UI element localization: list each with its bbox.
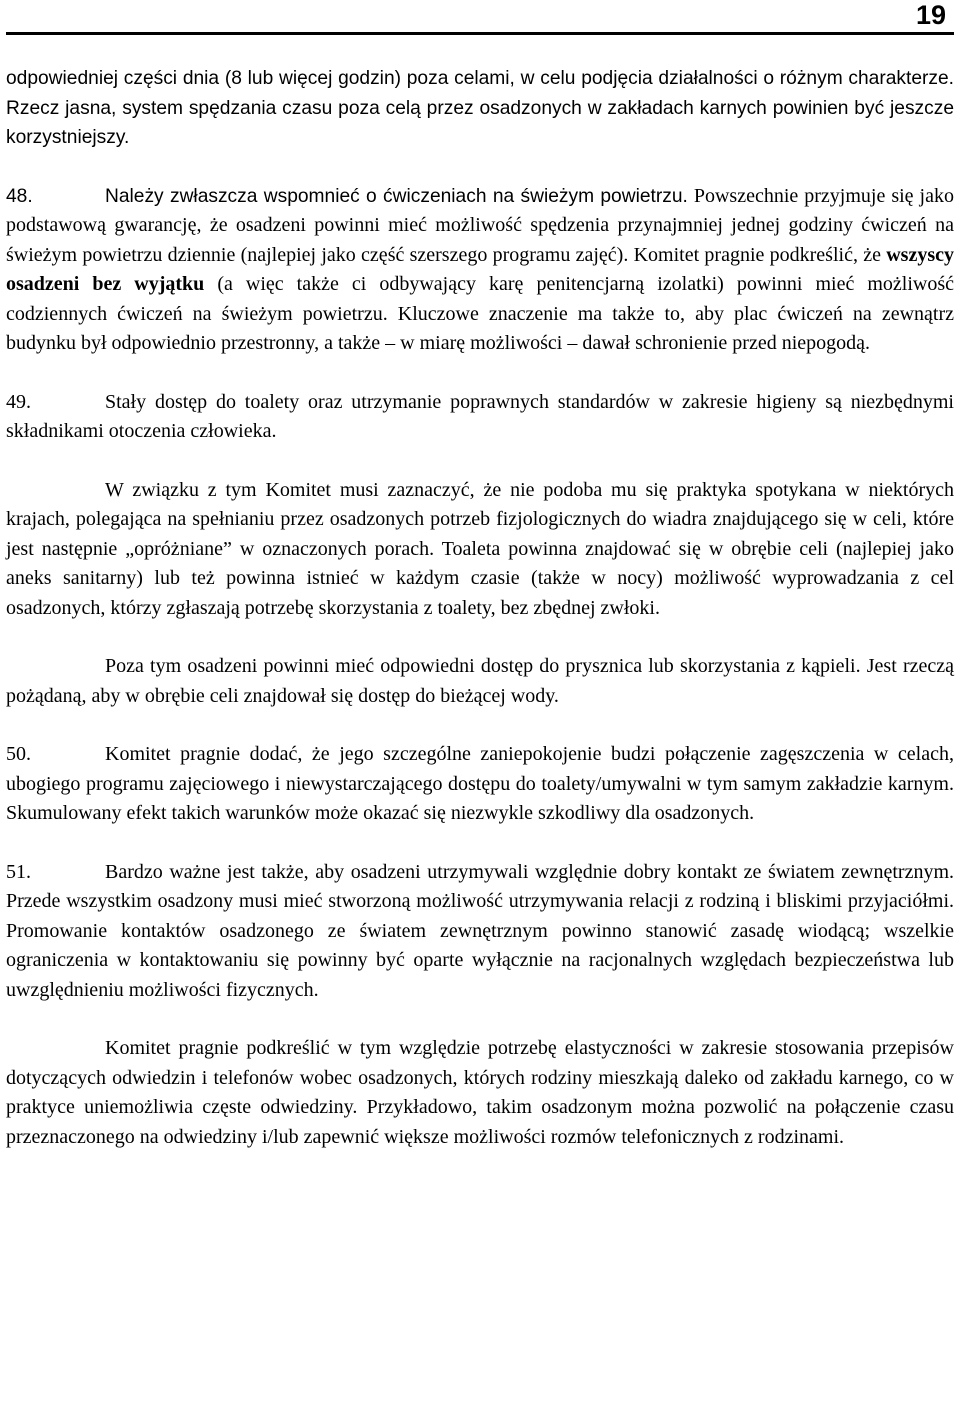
paragraph-48-text-1: Powszechnie przyjmuje się jako podstawową gwarancję, że osadzeni powinni mieć możliwość spędzenia przynajmniej jednej godziny ćwiczeń na świeżym powietrzu dziennie (najlepiej jako część szerszego programu zajęć). Komitet pragnie podkreślić, że — [6, 184, 954, 266]
paragraph-number: 48. — [6, 185, 33, 207]
paragraph-49-toilets: W związku z tym Komitet musi zaznaczyć, że nie podoba mu się praktyka spotykana w niektórych krajach, polegająca na spełnianiu przez osadzonych potrzeb fizjologicznych do wiadra znajdującego się w celi, które jest następnie „opróżniane” w oznaczonych porach. Toaleta powinna znajdować się w obrębie celi (najlepiej jako aneks sanitarny) lub też powinna istnieć w każdym czasie (także w nocy) możliwość wyprowadzania z cel osadzonych, którzy zgłaszają potrzebę skorzystania z toalety, bez zbędnej zwłoki. — [6, 478, 954, 619]
paragraph-intro: odpowiedniej części dnia (8 lub więcej godzin) poza celami, w celu podjęcia działalności o różnym charakterze. Rzecz jasna, system spędzania czasu poza celą przez osadzonych w zakładach karnych powinien być jeszcze korzystniejszy. — [6, 68, 954, 148]
paragraph-51 — [6, 858, 954, 1006]
page-number: 19 — [915, 0, 946, 30]
paragraph-48-lead: Należy zwłaszcza wspomnieć o ćwiczeniach na świeżym powietrzu. — [105, 185, 688, 207]
paragraph-48-text-2: (a więc także ci odbywający karę penitencjarną izolatki) powinni mieć możliwość codziennych ćwiczeń na świeżym powietrzu. Kluczowe znaczenie ma także to, aby plac ćwiczeń na zewnątrz budynku był odpowiednio przestronny, a także – w miarę możliwości – dawał schronienie przed niepogodą. — [6, 273, 955, 354]
document-body — [6, 64, 954, 1181]
paragraph-48-bold: wszyscy osadzeni bez wyjątku — [6, 243, 954, 295]
paragraph-number: 51. — [6, 860, 31, 883]
paragraph-51-visits: Komitet pragnie podkreślić w tym względzie potrzebę elastyczności w zakresie stosowania przepisów dotyczących odwiedzin i telefonów wobec osadzonych, których rodziny mieszkają daleko od zakładu karnego, co w praktyce uniemożliwia częste odwiedziny. Przykładowo, takim osadzonym można pozwolić na połączenie czasu przeznaczonego na odwiedziny i/lub zapewnić większe możliwości rozmów telefonicznych z rodzinami. — [6, 1037, 954, 1148]
paragraph-50 — [6, 740, 954, 829]
paragraph-49-text: Stały dostęp do toalety oraz utrzymanie poprawnych standardów w zakresie higieny są niezbędnymi składnikami otoczenia człowieka. — [6, 390, 954, 442]
paragraph-51-text: Bardzo ważne jest także, aby osadzeni utrzymywali względnie dobry kontakt ze światem zewnętrznym. Przede wszystkim osadzony musi mieć stworzoną możliwość utrzymywania relacji z rodziną i bliskimi przyjaciółmi. Promowanie kontaktów osadzonego ze światem zewnętrznym powinno stanowić zasadę wiodącą; wszelkie ograniczenia w kontaktowaniu się powinny być oparte wyłącznie na racjonalnych względach bezpieczeństwa lub uwzględnieniu możliwości fizycznych. — [6, 860, 954, 1001]
paragraph-number: 50. — [6, 743, 31, 765]
page-header — [6, 0, 954, 35]
paragraph-number: 49. — [6, 390, 31, 413]
paragraph-50-text: Komitet pragnie dodać, że jego szczególne zaniepokojenie budzi połączenie zagęszczenia w celach, ubogiego programu zajęciowego i niewystarczającego dostępu do toalety/umywalni w tym samym zakładzie karnym. Skumulowany efekt takich warunków może okazać się niezwykle szkodliwy dla osadzonych. — [6, 743, 954, 824]
paragraph-49 — [6, 388, 954, 447]
paragraph-48 — [6, 182, 954, 359]
paragraph-49-showers: Poza tym osadzeni powinni mieć odpowiedni dostęp do prysznica lub skorzystania z kąpieli. Jest rzeczą pożądaną, aby w obrębie celi znajdował się dostęp do bieżącej wody. — [6, 655, 954, 707]
